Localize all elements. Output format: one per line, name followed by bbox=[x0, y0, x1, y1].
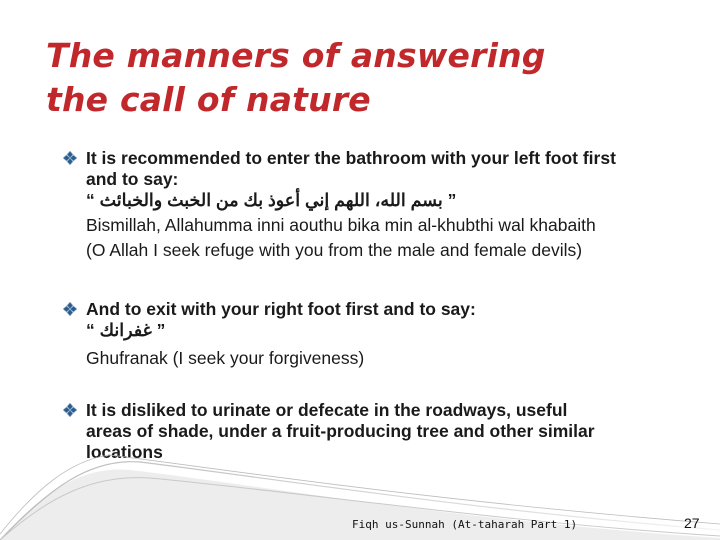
bullet-2-transliteration: Ghufranak (I seek your forgiveness) bbox=[86, 348, 365, 368]
bullet-3-heading-line-3: locations bbox=[86, 442, 163, 462]
bullet-item-exit bbox=[86, 299, 706, 369]
four-diamond-bullet-icon bbox=[63, 403, 77, 417]
title-line-2: the call of nature bbox=[46, 80, 371, 119]
bullet-1-translation: (O Allah I seek refuge with you from the male and female devils) bbox=[86, 240, 583, 260]
bullet-1-arabic-quote: “ بسم الله، اللهم إني أعوذ بك من الخبث والخبائث ” bbox=[86, 190, 457, 210]
title-line-1: The manners of answering bbox=[46, 36, 546, 75]
bullet-3-heading-line-2: areas of shade, under a fruit-producing tree and other similar bbox=[86, 421, 595, 441]
bullet-item-enter bbox=[86, 148, 706, 261]
bullet-2-heading-line-1: And to exit with your right foot first and to say: bbox=[86, 299, 476, 319]
bullet-1-heading-line-1: It is recommended to enter the bathroom with your left foot first bbox=[86, 148, 616, 168]
bullet-1-transliteration: Bismillah, Allahumma inni aouthu bika min al-khubthi wal khabaith bbox=[86, 215, 596, 235]
page-number: 27 bbox=[684, 515, 700, 531]
bullet-3-heading-line-1: It is disliked to urinate or defecate in the roadways, useful bbox=[86, 400, 568, 420]
bullet-1-heading-line-2: and to say: bbox=[86, 169, 179, 189]
four-diamond-bullet-icon bbox=[63, 151, 77, 165]
bullet-2-arabic-quote: “ غفرانك ” bbox=[86, 320, 166, 340]
four-diamond-bullet-icon bbox=[63, 302, 77, 316]
slide-title bbox=[46, 34, 546, 122]
footer-source: Fiqh us-Sunnah (At-taharah Part 1) bbox=[352, 518, 578, 531]
